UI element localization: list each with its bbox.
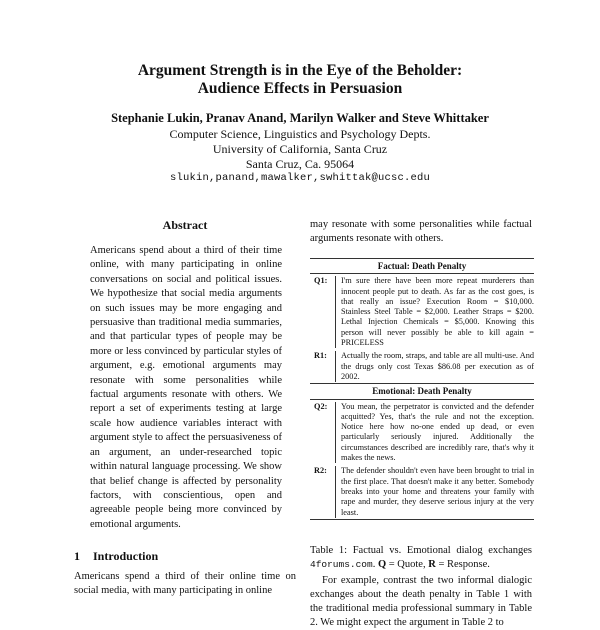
author-list: Stephanie Lukin, Pranav Anand, Marilyn Walker and Steve Whittaker (111, 111, 489, 125)
table-row (310, 349, 534, 383)
row-label: Q1: (310, 276, 336, 348)
dialog-table (310, 258, 534, 520)
abstract-body (90, 244, 282, 532)
caption-text: Table 1: Factual vs. Emotional dialog exchanges 4forums.com. Q = Quote, R = Response. (310, 545, 532, 570)
intro-heading (74, 549, 158, 564)
intro-text: Americans spend a third of their online time on social media, with many participating in online (74, 571, 296, 597)
row-label: Q2: (310, 402, 336, 464)
abstract-heading: Abstract (162, 218, 208, 232)
row-label: R1: (310, 351, 336, 382)
right-column-paragraph (310, 574, 532, 630)
paper-title-line2: Audience Effects in Persuasion (197, 80, 403, 97)
row-text: The defender shouldn't even have been brought to trial in the first place. That doesn't make it any better. Somebody breaks into your home and threatens your family with rape and murder, they deserve serious injury at the very least. (341, 466, 534, 517)
table-row (310, 400, 534, 465)
author-emails: slukin,panand,mawalker,swhittak@ucsc.edu (169, 172, 431, 184)
affiliation-dept: Computer Science, Linguistics and Psychology Depts. (169, 127, 431, 141)
paper-title-line1: Argument Strength is in the Eye of the Beholder: (137, 62, 463, 79)
affiliation-university: University of California, Santa Cruz (212, 142, 388, 156)
table-caption (310, 544, 532, 572)
intro-body (74, 570, 296, 599)
factual-header: Factual: Death Penalty (310, 259, 534, 274)
caption-prefix: Table 1: Factual vs. Emotional dialog exchanges (310, 545, 532, 556)
paragraph-text: For example, contrast the two informal dialogic exchanges about the death penalty in Table 1 with the traditional media professional summary in Table 2. We might expect the argument in Table 2 to (310, 575, 532, 628)
caption-r: R (428, 559, 436, 570)
caption-source: 4forums.com (310, 559, 373, 570)
caption-q: Q (377, 559, 387, 570)
row-text: I'm sure there have been more repeat murderers than innocent people put to death. As far as the cost goes, is that really an issue? Execution Room = $10,000. Stainless Steel Table = $2,000. Leather Straps = $200. Lethal Injection Chemicals = $5,000. Knowing this person will never possibly be able to kill again = PRICELESS (341, 276, 534, 348)
abstract-text: Americans spend about a third of their time online, with many participating in online conversations on social and political issues. We hypothesize that social media arguments on such issues may be more engaging and persuasive than traditional media summaries, and that particular types of people may be more or less convinced by particular styles of argument, e.g. emotional arguments may resonate with some personalities while factual arguments resonate with others. We report a set of experiments testing at large scale how audience variables interact with argument style to affect the persuasiveness of an argument, an under-researched topic within natural language processing. We show that belief change is affected by personality factors, with conscientious, open and agreeable people being more convinced by emotional arguments. (90, 245, 282, 530)
continuation-text: may resonate with some personalities while factual arguments resonate with others. (310, 219, 532, 244)
row-label: R2: (310, 466, 336, 517)
row-text: You mean, the perpetrator is convicted and the defender acquitted? Yes, that's the rule and not the exception. Notice here how no-one ended up dead, or even particularly seriously injured. Additionally the circumstances described are incredibly rare, that's why it makes the news. (341, 401, 534, 463)
caption-r-text: = Response. (435, 559, 490, 570)
table-row (310, 274, 534, 349)
table-row (310, 464, 534, 518)
caption-q-text: = Quote, (386, 559, 429, 570)
affiliation-address: Santa Cruz, Ca. 95064 (245, 157, 355, 171)
section-number: 1 (74, 549, 80, 563)
row-text: Actually the room, straps, and table are all multi-use. And the drugs only cost Texas $86.08 per execution as of 2002. (341, 351, 534, 381)
section-title: Introduction (93, 549, 159, 563)
emotional-header: Emotional: Death Penalty (310, 383, 534, 399)
right-column-continuation (310, 218, 532, 246)
